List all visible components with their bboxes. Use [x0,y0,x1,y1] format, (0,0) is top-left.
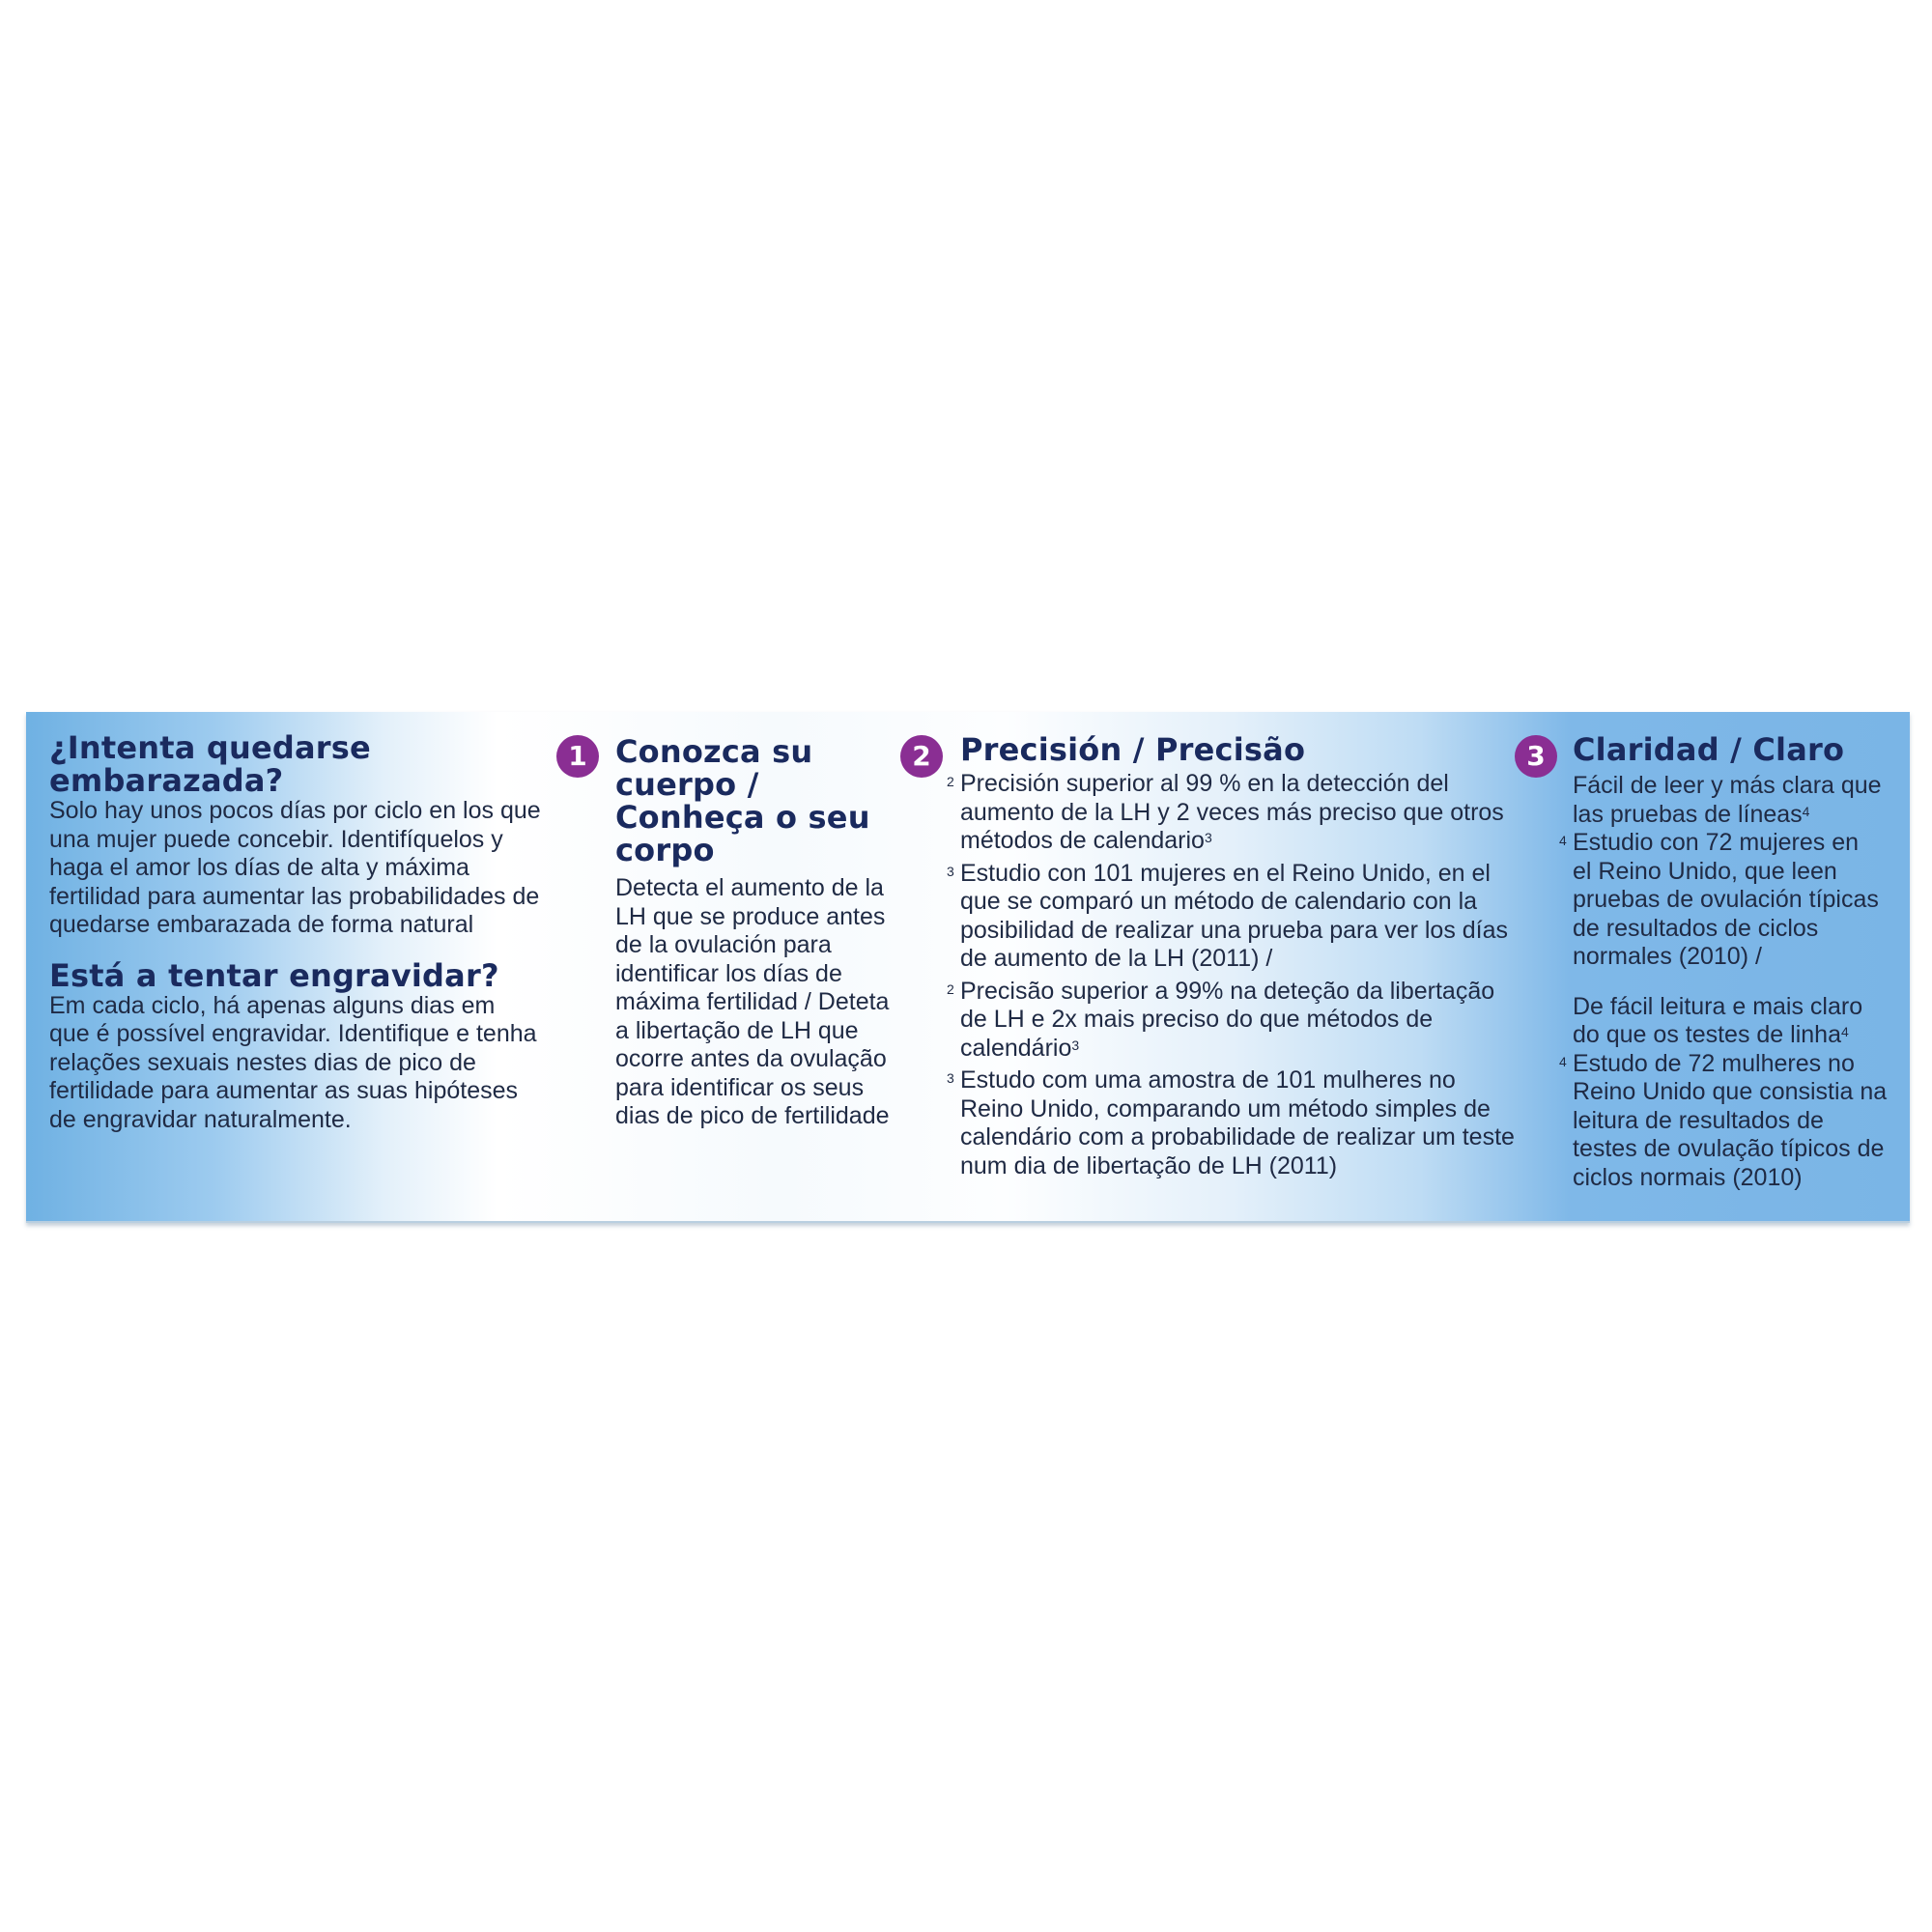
step-1-badge: 1 [556,735,599,778]
step-3-badge: 3 [1515,735,1557,778]
es-accuracy-note [947,770,1520,856]
feature-1-heading: Conozca su cuerpo / Conheça o seu corpo [615,733,870,868]
feature-3-column [1559,733,1897,1192]
footnote-ref: 4 [1559,1053,1567,1069]
info-banner [26,712,1910,1223]
intro-column [49,731,561,1134]
step-2-badge: 2 [900,735,943,778]
feature-1-column [615,735,915,1131]
es-clarity-study: 4 Estudio con 72 mujeres en el Reino Unido, que leen pruebas de ovulación típicas de resultados de ciclos normales (2010) / [1559,829,1879,970]
pt-intro-heading: Está a tentar engravidar? [49,956,499,994]
footnote-ref: 2 [947,980,954,997]
footnote-ref: 3 [1204,830,1212,845]
pt-intro-body: Em cada ciclo, há apenas alguns dias em que é possível engravidar. Identifique e tenha relações sexuais nestes dias de pico de fertilidade para aumentar as suas hipóteses de engravidar naturalmente. [49,991,537,1133]
es-intro-body: Solo hay unos pocos días por ciclo en los que una mujer puede concebir. Identifíquelos y haga el amor los días de alta y máxima fertilidad para aumentar las probabilidades de quedarse embarazada de forma natural [49,797,541,938]
es-accuracy-text: Precisión superior al 99 % en la detección del aumento de la LH y 2 veces más preciso que otros métodos de calendario [960,770,1504,854]
footnote-ref: 3 [1071,1037,1080,1053]
pt-accuracy-text: Precisão superior a 99% na deteção da libertação de LH e 2x mais preciso do que métodos de calendário [960,977,1495,1062]
feature-3-heading: Claridad / Claro [1573,731,1845,768]
pt-accuracy-note [947,978,1520,1064]
feature-2-heading: Precisión / Precisão [960,731,1306,768]
footnote-ref: 4 [1840,1024,1849,1039]
footnote-ref: 3 [947,1070,954,1086]
pt-study-note [947,1066,1520,1180]
es-intro-heading: ¿Intenta quedarse embarazada? [49,729,371,799]
feature-2-column [947,733,1526,1180]
es-clarity-claim: Fácil de leer y más clara que las pruebas de líneas$^4$ [1573,772,1882,828]
es-study-note [947,860,1520,974]
pt-study-text: Estudo com uma amostra de 101 mulheres no Reino Unido, comparando um método simples de calendário com a probabilidade de realizar um teste num dia de libertação de LH (2011) [960,1066,1515,1179]
footnote-ref: 4 [1559,833,1567,848]
footnote-ref: 3 [947,863,954,879]
pt-clarity-claim: De fácil leitura e mais claro do que os testes de linha$^4$ [1573,992,1863,1048]
footnote-ref: 4 [1802,803,1810,819]
footnote-ref: 2 [947,774,954,789]
pt-clarity-study: 4 Estudo de 72 mulheres no Reino Unido que consistia na leitura de resultados de testes de ovulação típicos de ciclos normais (2010) [1559,1049,1888,1191]
feature-1-body: Detecta el aumento de la LH que se produce antes de la ovulación para identificar los días de máxima fertilidad / Deteta a libertação de LH que ocorre antes da ovulação para identificar os seus dias de pico de fertilidade [615,874,890,1129]
es-study-text: Estudio con 101 mujeres en el Reino Unido, en el que se comparó un método de calendario con la posibilidad de realizar una prueba para ver los días de aumento de la LH (2011) / [960,859,1509,972]
